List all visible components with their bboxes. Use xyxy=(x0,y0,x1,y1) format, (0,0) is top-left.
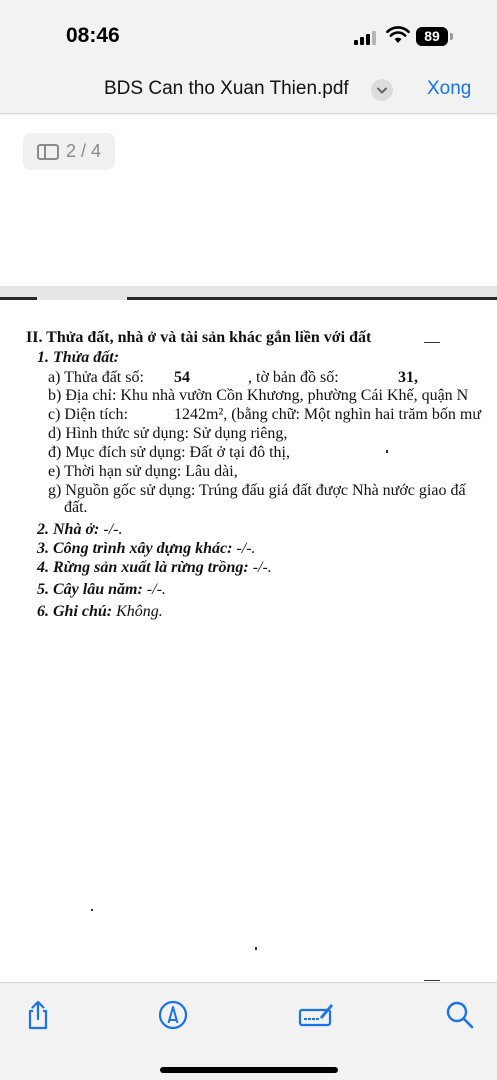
status-bar xyxy=(0,0,497,70)
chevron-down-icon xyxy=(371,79,393,101)
map-sheet-label: , tờ bản đồ số: xyxy=(248,369,339,386)
usage-form-line: d) Hình thức sử dụng: Sử dụng riêng, xyxy=(48,425,288,442)
battery-tip xyxy=(450,33,453,40)
map-sheet-number: 31, xyxy=(398,369,418,386)
bottom-toolbar xyxy=(0,982,497,1080)
share-icon[interactable] xyxy=(22,999,54,1031)
page-thumbnail-icon xyxy=(37,144,59,160)
item5-label: 5. Cây lâu năm: xyxy=(37,581,143,598)
origin-continuation: đất. xyxy=(64,499,88,516)
parcel-number: 54 xyxy=(174,369,190,386)
item4-label: 4. Rừng sản xuất là rừng trồng: xyxy=(37,559,249,576)
pdf-page-previous xyxy=(0,115,497,286)
item2-value: -/-. xyxy=(99,521,123,538)
home-indicator[interactable] xyxy=(160,1067,338,1073)
section-title: II. Thửa đất, nhà ở và tài sản khác gắn liền với đất xyxy=(26,329,372,346)
item3-value: -/-. xyxy=(232,540,256,557)
form-fill-icon[interactable] xyxy=(298,999,334,1031)
item6-value: Không. xyxy=(112,603,163,620)
pdf-page-current[interactable] xyxy=(0,300,497,982)
nav-bar xyxy=(0,70,497,114)
item6-label: 6. Ghi chú: xyxy=(37,603,113,620)
page-separator xyxy=(0,286,497,300)
search-icon[interactable] xyxy=(444,999,476,1031)
battery-icon: 89 xyxy=(416,27,448,46)
done-button[interactable]: Xong xyxy=(427,78,472,99)
document-title[interactable]: BDS Can tho Xuan Thien.pdf xyxy=(104,78,349,99)
cellular-signal-icon xyxy=(354,31,376,45)
usage-term-line: e) Thời hạn sử dụng: Lâu dài, xyxy=(48,463,238,480)
area-label: c) Diện tích: xyxy=(48,406,128,423)
page-number: 2 / 4 xyxy=(66,141,102,161)
item5-value: -/-. xyxy=(142,581,166,598)
item2-label: 2. Nhà ở: xyxy=(37,521,100,538)
status-time: 08:46 xyxy=(66,24,120,47)
item3-label: 3. Công trình xây dựng khác: xyxy=(37,540,233,557)
area-value: 1242m², (bằng chữ: Một nghìn hai trăm bốn mư xyxy=(174,406,481,423)
item1-heading: 1. Thửa đất: xyxy=(37,349,120,366)
item4-value: -/-. xyxy=(248,559,272,576)
origin-line: g) Nguồn gốc sử dụng: Trúng đấu giá đất được Nhà nước giao đấ xyxy=(48,482,466,499)
usage-purpose-line: đ) Mục đích sử dụng: Đất ở tại đô thị, xyxy=(48,444,290,461)
address-line: b) Địa chỉ: Khu nhà vườn Cồn Khương, phường Cái Khế, quận N xyxy=(48,387,469,404)
page-indicator[interactable] xyxy=(23,133,115,170)
title-menu-button[interactable] xyxy=(371,79,393,101)
parcel-label: a) Thửa đất số: xyxy=(48,369,144,386)
markup-icon[interactable] xyxy=(157,999,189,1031)
wifi-icon xyxy=(386,26,410,44)
